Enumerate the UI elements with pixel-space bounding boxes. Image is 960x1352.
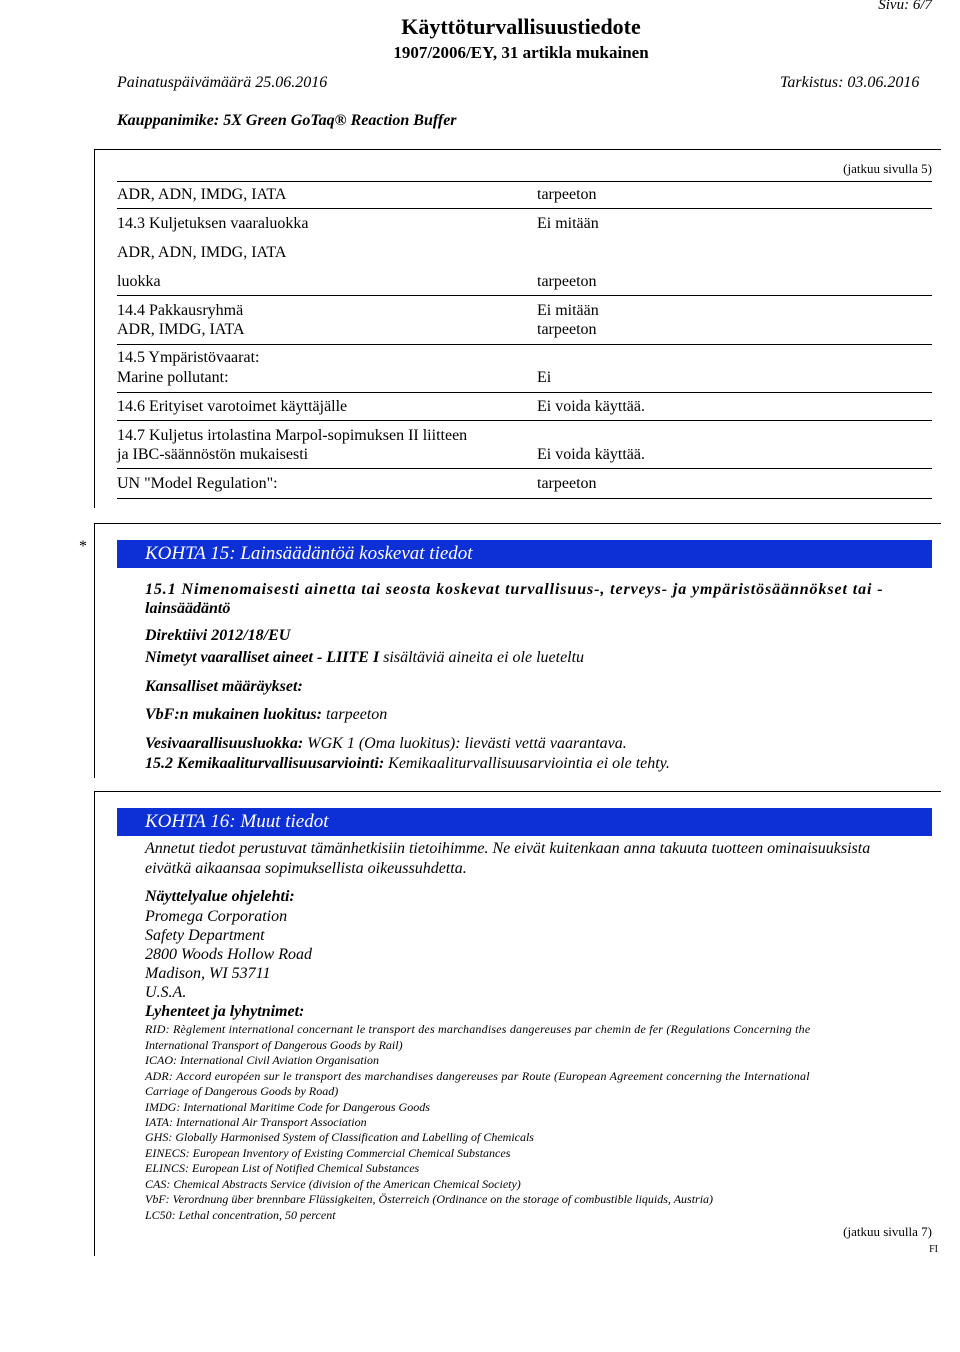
abbr-vbf: VbF: Verordnung über brennbare Flüssigkeiten, Österreich (Ordinance on the storage of combustible liquids, Austria) <box>145 1192 714 1206</box>
row-value: tarpeeton <box>537 321 597 338</box>
s151-heading: 15.1 Nimenomaisesti ainetta tai seosta koskevat turvallisuus-, terveys- ja ympäristösäännökset tai - <box>145 581 884 598</box>
divider <box>117 420 932 421</box>
water-hazard <box>145 735 627 753</box>
divider <box>117 181 932 182</box>
row-label: 14.7 Kuljetus irtolastina Marpol-sopimuksen II liitteen <box>117 427 468 444</box>
address-line: U.S.A. <box>145 984 187 1001</box>
abbr-adr: ADR: Accord européen sur le transport des marchandises dangereuses par Route (European Agreement concerning the International <box>145 1069 810 1083</box>
row-label: 14.6 Erityiset varotoimet käyttäjälle <box>117 398 348 415</box>
divider <box>117 295 932 296</box>
water-label: Vesivaarallisuusluokka: <box>145 735 304 752</box>
language-code: FI <box>929 1244 938 1255</box>
row-value: tarpeeton <box>537 273 597 290</box>
row-label: ja IBC-säännöstön mukaisesti <box>117 446 309 463</box>
row-label: ADR, IMDG, IATA <box>117 321 245 338</box>
abbr-icao: ICAO: International Civil Aviation Organisation <box>145 1053 379 1067</box>
row-value: Ei <box>537 369 552 386</box>
continued-to: (jatkuu sivulla 7) <box>843 1224 932 1239</box>
address-line: Promega Corporation <box>145 908 288 925</box>
print-date: Painatuspäivämäärä 25.06.2016 <box>117 74 328 91</box>
abbr-elincs: ELINCS: European List of Notified Chemical Substances <box>145 1161 420 1175</box>
abbr-rid-cont: International Transport of Dangerous Goods by Rail) <box>145 1038 403 1052</box>
s151-heading-cont: lainsäädäntö <box>145 600 231 617</box>
abbr-imdg: IMDG: International Maritime Code for Dangerous Goods <box>145 1100 430 1114</box>
abbr-adr-cont: Carriage of Dangerous Goods by Road) <box>145 1084 339 1098</box>
row-value: tarpeeton <box>537 186 597 203</box>
row-value: Ei voida käyttää. <box>537 446 645 463</box>
abbr-einecs: EINECS: European Inventory of Existing Commercial Chemical Substances <box>145 1146 511 1160</box>
national-regulations: Kansalliset määräykset: <box>145 678 303 695</box>
abbr-lc50: LC50: Lethal concentration, 50 percent <box>145 1208 336 1222</box>
section-16-header <box>117 808 932 836</box>
section-15-header <box>117 540 932 568</box>
row-value: tarpeeton <box>537 475 597 492</box>
section-15-title: KOHTA 15: Lainsäädäntöä koskevat tiedot <box>145 543 473 564</box>
divider <box>117 468 932 469</box>
divider <box>117 392 932 393</box>
document-subtitle: 1907/2006/EY, 31 artikla mukainen <box>393 43 649 62</box>
abbr-rid: RID: Règlement international concernant le transport des marchandises dangereuses par chemin de fer (Regulations Concerning the <box>145 1022 811 1036</box>
row-label: luokka <box>117 273 161 290</box>
row-value: Ei mitään <box>537 302 599 319</box>
divider <box>117 344 932 345</box>
intro-line: eivätkä aikaansaa sopimuksellista oikeussuhdetta. <box>145 860 467 877</box>
vbf-classification <box>145 706 387 724</box>
abbr-ghs: GHS: Globally Harmonised System of Classification and Labelling of Chemicals <box>145 1130 534 1144</box>
continued-from: (jatkuu sivulla 5) <box>843 161 932 176</box>
chem-label: 15.2 Kemikaaliturvallisuusarviointi: <box>145 755 385 772</box>
row-value: Ei voida käyttää. <box>537 398 645 415</box>
chem-value: Kemikaaliturvallisuusarviointia ei ole tehty. <box>388 755 670 772</box>
document-title: Käyttöturvallisuustiedote <box>401 14 641 39</box>
row-label: Marine pollutant: <box>117 369 229 386</box>
vbf-label: VbF:n mukainen luokitus: <box>145 706 322 723</box>
directive: Direktiivi 2012/18/EU <box>145 627 291 644</box>
section-16-title: KOHTA 16: Muut tiedot <box>145 811 329 832</box>
dept-label: Näyttelyalue ohjelehti: <box>145 888 295 905</box>
divider <box>117 208 932 209</box>
vbf-value: tarpeeton <box>325 706 388 723</box>
changed-marker: * <box>79 538 87 555</box>
named-label: Nimetyt vaaralliset aineet - LIITE I <box>145 649 380 666</box>
revision-date: Tarkistus: 03.06.2016 <box>780 74 920 91</box>
intro-line: Annetut tiedot perustuvat tämänhetkisiin tietoihimme. Ne eivät kuitenkaan anna takuuta tuotteen ominaisuuksista <box>145 840 871 857</box>
abbr-iata: IATA: International Air Transport Association <box>145 1115 367 1129</box>
abbr-cas: CAS: Chemical Abstracts Service (division of the American Chemical Society) <box>145 1177 521 1191</box>
row-label: ADR, ADN, IMDG, IATA <box>117 244 287 261</box>
water-value: WGK 1 (Oma luokitus): lievästi vettä vaarantava. <box>307 735 627 752</box>
row-label: 14.4 Pakkausryhmä <box>117 302 244 319</box>
divider <box>117 498 932 499</box>
row-value: Ei mitään <box>537 215 599 232</box>
address-line: Safety Department <box>145 927 265 944</box>
chemical-safety-assessment <box>145 755 670 773</box>
named-substances <box>145 649 584 667</box>
row-label: UN "Model Regulation": <box>117 475 278 492</box>
named-value: sisältäviä aineita ei ole lueteltu <box>383 649 585 666</box>
abbr-label: Lyhenteet ja lyhytnimet: <box>145 1003 305 1020</box>
address-line: Madison, WI 53711 <box>145 965 271 982</box>
address-line: 2800 Woods Hollow Road <box>145 946 312 963</box>
trade-name: Kauppanimike: 5X Green GoTaq® Reaction Buffer <box>117 112 457 129</box>
row-label: 14.3 Kuljetuksen vaaraluokka <box>117 215 309 232</box>
row-label: ADR, ADN, IMDG, IATA <box>117 186 287 203</box>
page-number: Sivu: 6/7 <box>878 0 932 13</box>
row-label: 14.5 Ympäristövaarat: <box>117 349 260 366</box>
